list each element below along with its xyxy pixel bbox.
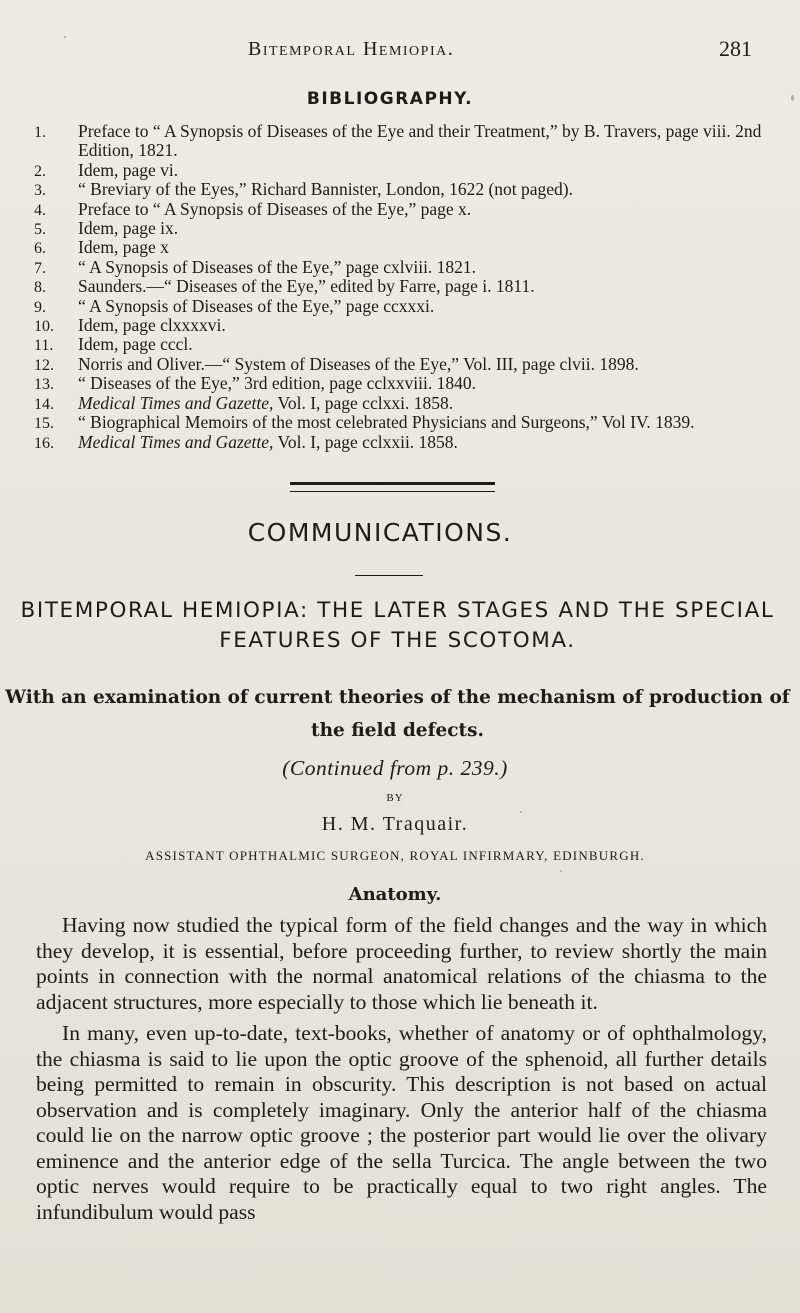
- bibliography-item-text: [78, 160, 178, 180]
- bibliography-item-number: 14.: [34, 395, 54, 413]
- bibliography-item-text: [78, 393, 453, 413]
- bibliography-item-citation: “ Breviary of the Eyes,” Richard Bannister, London, 1622 (not paged).: [78, 179, 573, 200]
- bibliography-item-citation: Idem, page x: [78, 237, 169, 258]
- continued-note: (Continued from p. 239.): [282, 756, 508, 780]
- article-subtitle: With an examination of current theories of the mechanism of production of the field defects.: [5, 687, 790, 741]
- bibliography-item: [34, 258, 774, 277]
- by-line: BY: [386, 792, 404, 804]
- bibliography-item: [34, 219, 774, 238]
- bibliography-item-text: [78, 218, 178, 238]
- bibliography-item-number: 5.: [34, 221, 46, 239]
- bibliography-item-number: 7.: [34, 259, 46, 277]
- bibliography-item-citation: Preface to “ A Synopsis of Diseases of the Eye and their Treatment,” by B. Travers, page viii. 2nd Edition, 1821.: [78, 121, 762, 161]
- bibliography-item-citation: Idem, page clxxxxvi.: [78, 315, 226, 336]
- bibliography-item: [34, 200, 774, 219]
- bibliography-item-text: [78, 373, 476, 393]
- bibliography-item-number: 15.: [34, 415, 54, 433]
- bibliography-heading: BIBLIOGRAPHY.: [306, 89, 474, 109]
- bibliography-item-citation: “ A Synopsis of Diseases of the Eye,” page ccxxxi.: [78, 295, 435, 316]
- bibliography-item-text: [78, 354, 639, 374]
- bibliography-item-text: [78, 315, 226, 335]
- bibliography-item-citation: Preface to “ A Synopsis of Diseases of the Eye,” page x.: [78, 198, 472, 219]
- double-rule-divider: [290, 482, 495, 492]
- bibliography-item-text: [78, 237, 169, 257]
- bibliography-item-number: 9.: [34, 298, 46, 316]
- bibliography-item-text: [78, 121, 761, 160]
- section-heading-anatomy: Anatomy.: [348, 884, 442, 905]
- bibliography-item: [34, 238, 774, 257]
- bibliography-item-number: 8.: [34, 279, 46, 297]
- body-text: [36, 913, 767, 1231]
- bibliography-list: [34, 122, 774, 452]
- bibliography-item-citation: “ Biographical Memoirs of the most celebrated Physicians and Surgeons,” Vol IV. 1839.: [78, 412, 695, 433]
- bibliography-item-text: [78, 296, 434, 316]
- bibliography-item: [34, 433, 774, 452]
- bibliography-item-text: [78, 257, 476, 277]
- paragraph-2: In many, even up-to-date, text-books, whether of anatomy or of ophthalmology, the chiasma is said to lie upon the optic groove of the sphenoid, all further details being permitted to remain in obscurity. This description is not based on actual observation and is completely imaginary. Only the anterior half of the chiasma could lie on the narrow optic groove ; the posterior part would lie over the olivary eminence and the anterior edge of the sella Turcica. The angle between the two optic nerves would require to be practically equal to two right angles. The infundibulum would pass: [36, 1021, 767, 1224]
- paragraph-1: Having now studied the typical form of the field changes and the way in which they develop, it is essential, before proceeding further, to review shortly the main points in connection with the normal anatomical relations of the chiasma to the adjacent structures, more especially to those which lie beneath it.: [36, 913, 767, 1014]
- bibliography-item: [34, 316, 774, 335]
- article-title: BITEMPORAL HEMIOPIA: THE LATER STAGES AND THE SPECIAL FEATURES OF THE SCOTOMA.: [20, 598, 775, 653]
- bibliography-item-citation: “ A Synopsis of Diseases of the Eye,” page cxlviii. 1821.: [78, 256, 477, 277]
- bibliography-item-citation: Vol. I, page cclxxi. 1858.: [273, 392, 454, 413]
- short-rule-divider: [355, 575, 423, 576]
- bibliography-item-text: [78, 179, 573, 199]
- bibliography-item-citation: Vol. I, page cclxxii. 1858.: [273, 431, 458, 452]
- bibliography-item: [34, 394, 774, 413]
- bibliography-item-text: [78, 276, 535, 296]
- bibliography-item-number: 16.: [34, 434, 54, 452]
- bibliography-item-number: 11.: [34, 337, 54, 355]
- bibliography-item-text: [78, 334, 193, 354]
- running-title: Bitemporal Hemiopia.: [248, 38, 455, 60]
- bibliography-item-citation: Idem, page vi.: [78, 159, 179, 180]
- bibliography-item-number: 13.: [34, 376, 54, 394]
- bibliography-item-number: 12.: [34, 356, 54, 374]
- bibliography-item: [34, 122, 774, 161]
- author-affiliation: ASSISTANT OPHTHALMIC SURGEON, ROYAL INFIRMARY, EDINBURGH.: [145, 848, 645, 863]
- bibliography-item-number: 10.: [34, 318, 54, 336]
- bibliography-item-number: 2.: [34, 162, 46, 180]
- bibliography-item-number: 4.: [34, 201, 46, 219]
- page-number: 281: [719, 36, 752, 61]
- bibliography-item: [34, 374, 774, 393]
- communications-heading: COMMUNICATIONS.: [247, 518, 513, 547]
- author-name: H. M. Traquair.: [321, 813, 469, 835]
- bibliography-item-text: [78, 412, 694, 432]
- bibliography-item-journal: Medical Times and Gazette,: [78, 431, 274, 452]
- bibliography-item-citation: “ Diseases of the Eye,” 3rd edition, page cclxxviii. 1840.: [78, 373, 477, 394]
- bibliography-item: [34, 297, 774, 316]
- bibliography-item-number: 1.: [34, 124, 46, 141]
- bibliography-item-journal: Medical Times and Gazette,: [78, 392, 274, 413]
- bibliography-item-citation: Idem, page ix.: [78, 218, 179, 239]
- bibliography-item: [34, 277, 774, 296]
- bibliography-item-citation: Idem, page cccl.: [78, 334, 193, 355]
- bibliography-item: [34, 335, 774, 354]
- bibliography-item-number: 3.: [34, 182, 46, 200]
- bibliography-item-citation: Saunders.—“ Diseases of the Eye,” edited by Farre, page i. 1811.: [78, 276, 535, 297]
- bibliography-item: [34, 180, 774, 199]
- bibliography-item-text: [78, 199, 471, 219]
- bibliography-item: [34, 355, 774, 374]
- bibliography-item-number: 6.: [34, 240, 46, 258]
- bibliography-item: [34, 413, 774, 432]
- bibliography-item: [34, 161, 774, 180]
- bibliography-item-text: [78, 432, 458, 452]
- bibliography-item-citation: Norris and Oliver.—“ System of Diseases of the Eye,” Vol. III, page clvii. 1898.: [78, 353, 639, 374]
- running-head: [0, 38, 800, 68]
